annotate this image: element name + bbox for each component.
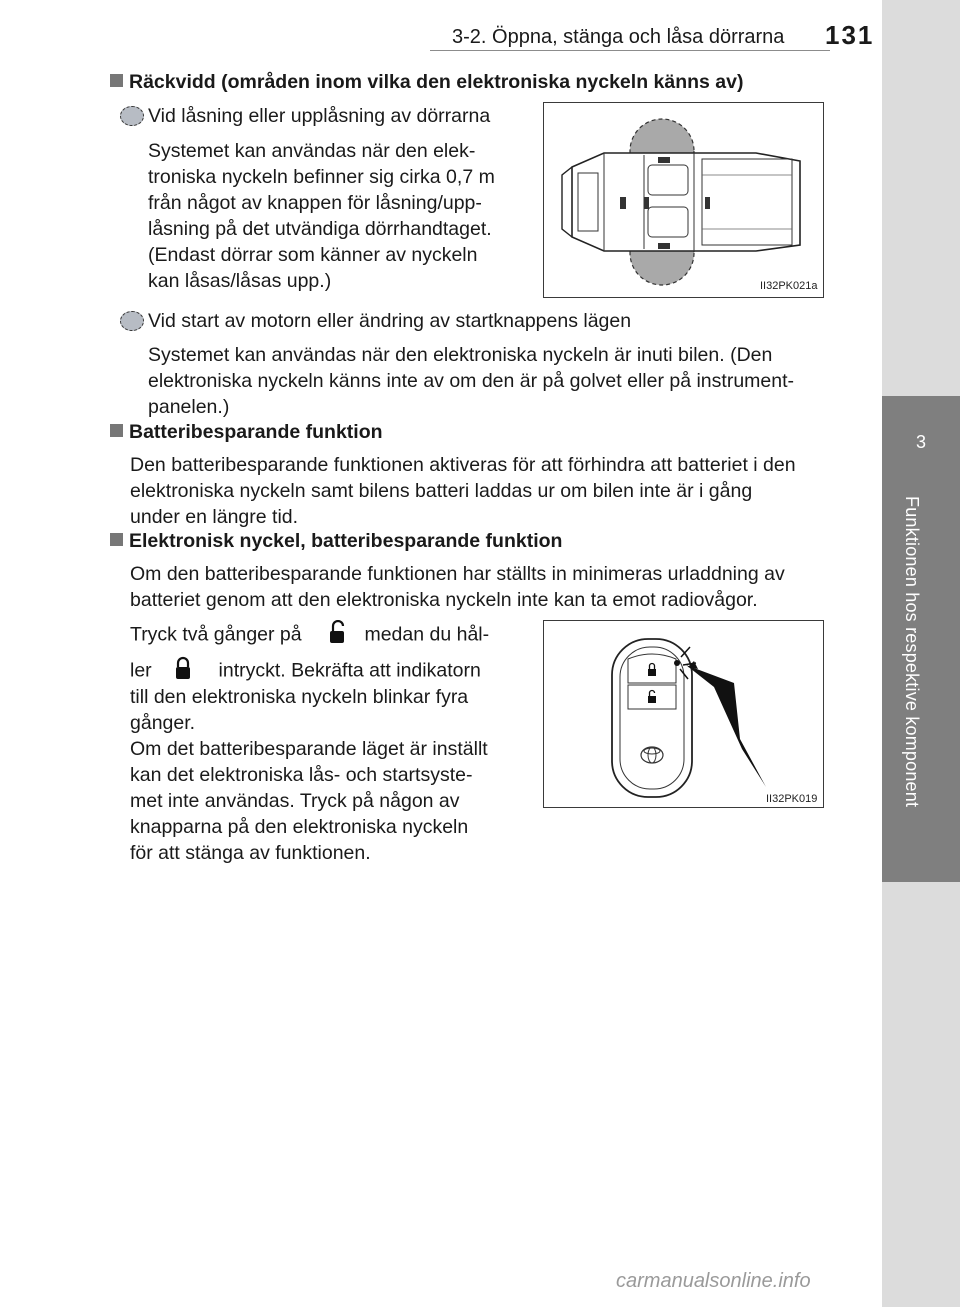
bullet-square-icon [110,424,123,437]
door-handle-front-right [658,243,670,249]
figure-car-detection-range [543,102,824,298]
key-instruction-line2: ler intryckt. Bekräfta att indikatorn [130,656,520,687]
range-marker-icon [120,311,144,331]
unlock-icon [329,620,345,651]
key-intro-text: Om den batteribesparande funktionen har ställts in minimeras urladdning av batteriet genom att den elektroniska nyckeln inte kan ta emot radiovågor. [130,563,785,611]
bullet-square-icon [110,74,123,87]
header-divider [430,50,830,51]
car-topview-illustration [544,103,823,297]
item1-title: Vid låsning eller upplåsning av dörrarna [148,105,491,127]
key-instruction-line1: Tryck två gånger på medan du hål- [130,620,520,651]
figure1-code: II32PK021a [760,280,818,292]
heading-range: Räckvidd (områden inom vilka den elektroniska nyckeln känns av) [110,71,743,94]
item2-text: Systemet kan användas när den elektroniska nyckeln är inuti bilen. (Den elektroniska nyckeln känns inte av om den är på golvet eller på instrument- panelen.) [148,344,795,418]
pointer-arrow [686,665,766,787]
range-marker-icon [120,106,144,126]
item2-title: Vid start av motorn eller ändring av startknappens lägen [148,310,632,332]
heading-key-battery: Elektronisk nyckel, batteribesparande funktion [110,530,562,553]
indicator-light [674,660,680,666]
battery-text: Den batteribesparande funktionen aktiveras för att förhindra att batteriet i den elektroniska nyckeln samt bilens batteri laddas ur om bilen inte är i gång under en längre tid. [130,454,796,528]
door-handle-front-left [658,157,670,163]
figure2-code: II32PK019 [766,793,818,805]
section-title: 3-2. Öppna, stänga och låsa dörrarna [452,26,785,48]
figure-electronic-key [543,620,824,808]
chapter-title: Funktionen hos respektive komponent [902,496,922,808]
electronic-key-illustration [544,621,823,807]
item1-text: Systemet kan användas när den elek- troniska nyckeln befinner sig cirka 0,7 m från något av knappen för låsning/upp- låsning på det utvändiga dörrhandtaget. (Endast dörrar som känner av nyckeln kan låsas/låsas upp.) [148,140,495,292]
bullet-square-icon [110,533,123,546]
heading-battery: Batteribesparande funktion [110,421,383,444]
lock-icon [175,656,191,687]
key-instruction-rest: till den elektroniska nyckeln blinkar fyra gånger. Om det batteribesparande läget är inställt kan det elektroniska lås- och startsyste- met inte användas. Tryck på någon av knapparna på den elektroniska nyckeln för att stänga av funktionen. [130,686,488,864]
page-number: 131 [825,20,875,50]
lock-button [628,654,676,683]
chapter-number: 3 [915,432,926,452]
watermark: carmanualsonline.info [616,1270,811,1292]
